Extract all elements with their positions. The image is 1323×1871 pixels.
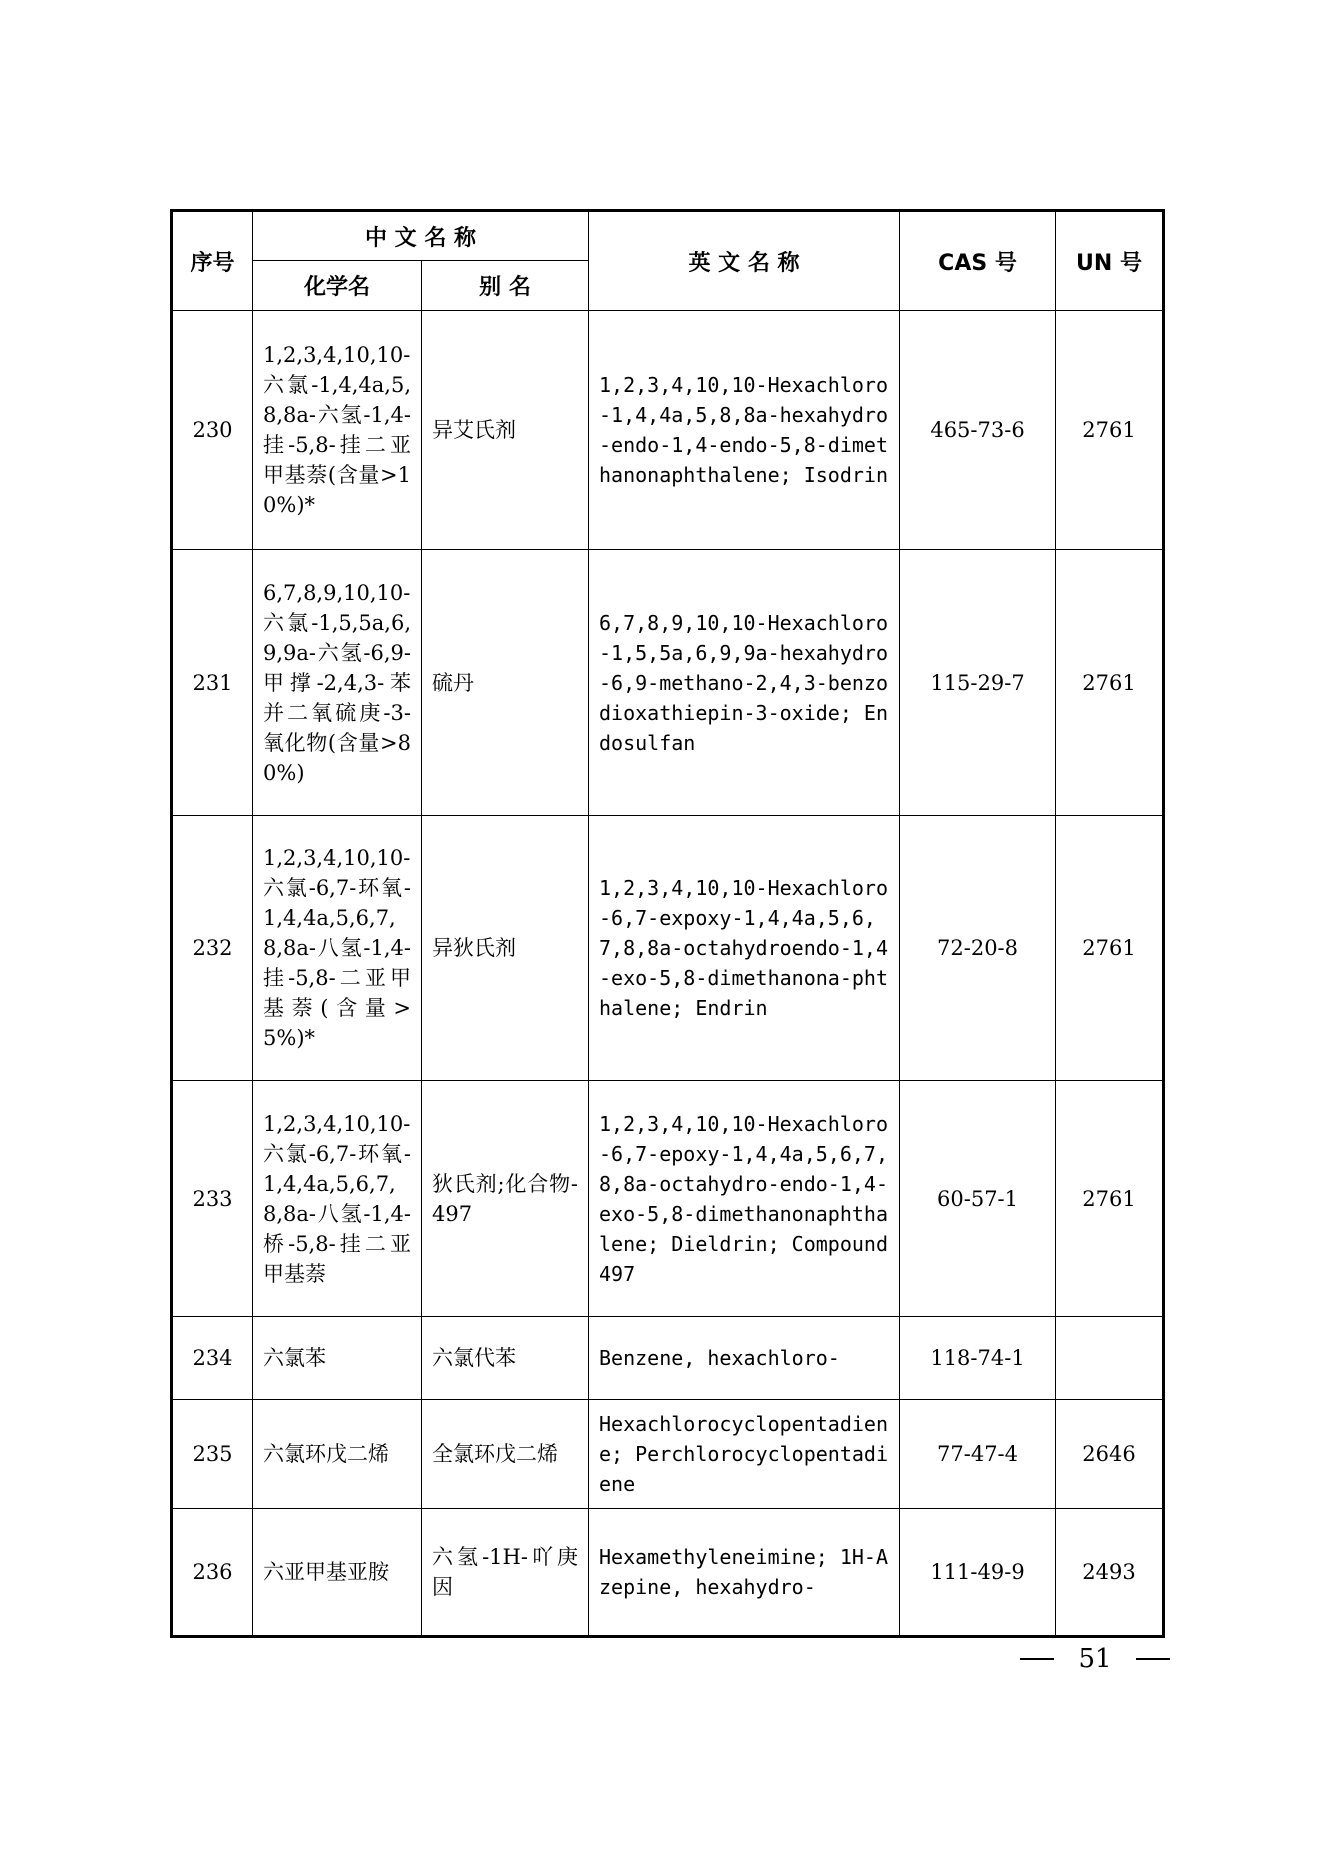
table-row	[172, 1400, 1164, 1509]
row-seq: 235	[172, 1400, 253, 1509]
table-row	[172, 1081, 1164, 1317]
row-seq: 231	[172, 550, 253, 816]
row-english-name: Benzene, hexachloro-	[589, 1317, 900, 1400]
row-chemical-name: 六亚甲基亚胺	[253, 1509, 422, 1637]
row-un: 2761	[1056, 816, 1164, 1081]
row-alias: 异艾氏剂	[422, 311, 589, 550]
row-chemical-name: 1,2,3,4,10,10-六氯-1,4,4a,5,8,8a-六氢-1,4-挂-5,8-挂二亚甲基萘(含量>10%)*	[253, 311, 422, 550]
page-number: 51	[1078, 1644, 1112, 1674]
row-alias: 六氢-1H-吖庚因	[422, 1509, 589, 1637]
header-seq: 序号	[172, 211, 253, 311]
row-chemical-name: 6,7,8,9,10,10-六氯-1,5,5a,6,9,9a-六氢-6,9-甲撑-2,4,3-苯并二氧硫庚-3-氧化物(含量>80%)	[253, 550, 422, 816]
row-chemical-name: 1,2,3,4,10,10-六氯-6,7-环氧-1,4,4a,5,6,7,8,8a-八氢-1,4-桥-5,8-挂二亚甲基萘	[253, 1081, 422, 1317]
chemical-table-container	[170, 209, 1162, 1638]
row-english-name: 6,7,8,9,10,10-Hexachloro-1,5,5a,6,9,9a-hexahydro-6,9-methano-2,4,3-benzodioxathiepin-3-oxide; Endosulfan	[589, 550, 900, 816]
row-seq: 236	[172, 1509, 253, 1637]
table-row	[172, 311, 1164, 550]
header-chemical-name: 化学名	[253, 261, 422, 311]
row-seq: 230	[172, 311, 253, 550]
row-alias: 全氯环戊二烯	[422, 1400, 589, 1509]
table-row	[172, 1317, 1164, 1400]
row-cas: 72-20-8	[900, 816, 1056, 1081]
row-english-name: Hexamethyleneimine; 1H-Azepine, hexahydro-	[589, 1509, 900, 1637]
row-english-name: 1,2,3,4,10,10-Hexachloro-1,4,4a,5,8,8a-hexahydro-endo-1,4-endo-5,8-dimethanonaphthalene; Isodrin	[589, 311, 900, 550]
row-english-name: Hexachlorocyclopentadiene; Perchlorocyclopentadiene	[589, 1400, 900, 1509]
row-un	[1056, 1317, 1164, 1400]
row-un: 2761	[1056, 1081, 1164, 1317]
row-un: 2761	[1056, 550, 1164, 816]
table-row	[172, 816, 1164, 1081]
row-seq: 233	[172, 1081, 253, 1317]
page-number-footer	[1020, 1641, 1170, 1677]
row-alias: 六氯代苯	[422, 1317, 589, 1400]
header-english-name: 英 文 名 称	[589, 211, 900, 311]
page-number-dash-right	[1136, 1658, 1170, 1660]
row-chemical-name: 六氯苯	[253, 1317, 422, 1400]
row-english-name: 1,2,3,4,10,10-Hexachloro-6,7-expoxy-1,4,4a,5,6,7,8,8a-octahydroendo-1,4-exo-5,8-dimethanona-phthalene; Endrin	[589, 816, 900, 1081]
row-cas: 115-29-7	[900, 550, 1056, 816]
row-alias: 硫丹	[422, 550, 589, 816]
row-english-name: 1,2,3,4,10,10-Hexachloro-6,7-epoxy-1,4,4a,5,6,7,8,8a-octahydro-endo-1,4-exo-5,8-dimethanonaphthalene; Dieldrin; Compound 497	[589, 1081, 900, 1317]
row-cas: 77-47-4	[900, 1400, 1056, 1509]
row-un: 2493	[1056, 1509, 1164, 1637]
row-un: 2761	[1056, 311, 1164, 550]
row-seq: 234	[172, 1317, 253, 1400]
row-alias: 异狄氏剂	[422, 816, 589, 1081]
header-cas: CAS 号	[900, 211, 1056, 311]
row-cas: 111-49-9	[900, 1509, 1056, 1637]
header-chinese-name: 中 文 名 称	[253, 211, 589, 261]
row-chemical-name: 1,2,3,4,10,10-六氯-6,7-环氧-1,4,4a,5,6,7,8,8a-八氢-1,4-挂-5,8-二亚甲基萘(含量>5%)*	[253, 816, 422, 1081]
page-number-dash-left	[1020, 1658, 1054, 1660]
row-cas: 465-73-6	[900, 311, 1056, 550]
header-un: UN 号	[1056, 211, 1164, 311]
table-row	[172, 1509, 1164, 1637]
table-row	[172, 550, 1164, 816]
header-alias: 别 名	[422, 261, 589, 311]
chemical-table	[170, 209, 1165, 1638]
row-alias: 狄氏剂;化合物-497	[422, 1081, 589, 1317]
row-chemical-name: 六氯环戊二烯	[253, 1400, 422, 1509]
row-seq: 232	[172, 816, 253, 1081]
row-cas: 60-57-1	[900, 1081, 1056, 1317]
row-un: 2646	[1056, 1400, 1164, 1509]
row-cas: 118-74-1	[900, 1317, 1056, 1400]
